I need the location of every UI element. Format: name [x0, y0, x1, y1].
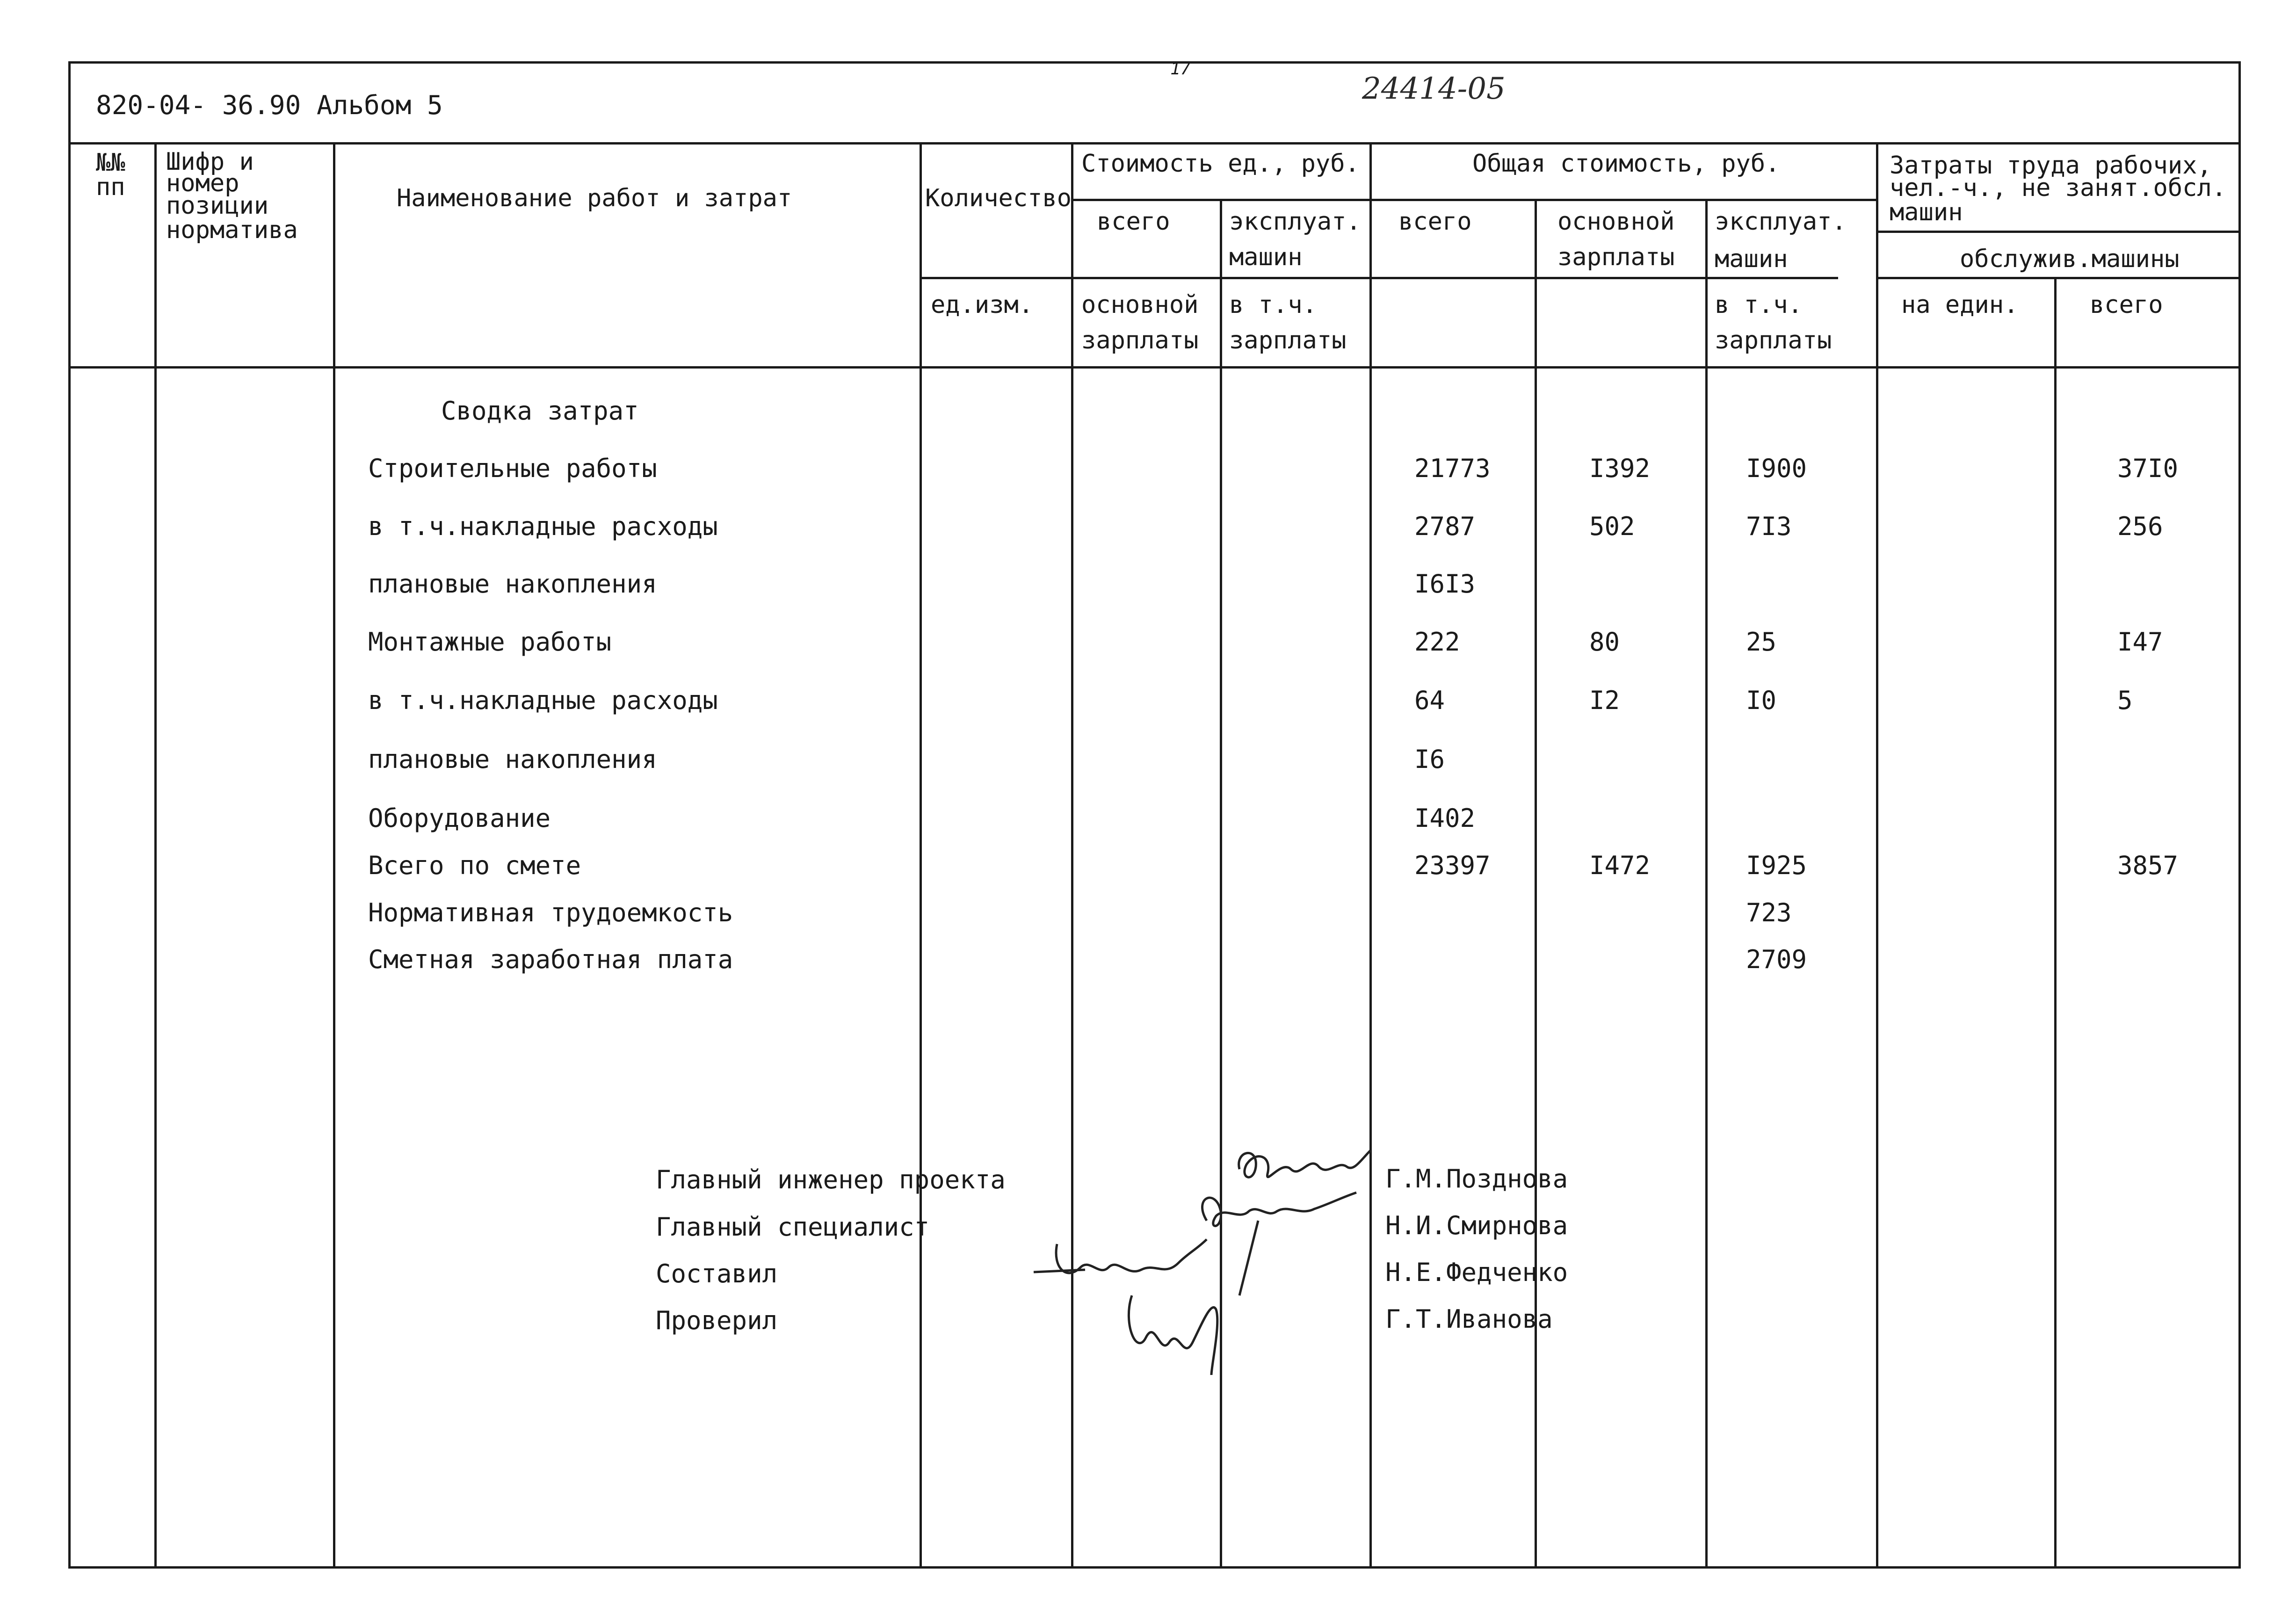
header-total-all: всего	[1398, 208, 1472, 236]
signature-role: Составил	[656, 1259, 778, 1288]
row-name: Монтажные работы	[368, 627, 612, 657]
header-total-cost: Общая стоимость, руб.	[1472, 150, 1780, 178]
header-unit-total: всего	[1097, 208, 1170, 236]
row-machine: 2709	[1746, 945, 1807, 974]
signature-name: Г.М.Позднова	[1385, 1164, 1568, 1194]
title-divider	[68, 142, 2241, 145]
header-unit-basic-1: основной	[1081, 291, 1199, 319]
header-labor-total: всего	[2090, 291, 2163, 319]
row-total: I402	[1414, 803, 1476, 833]
row-machine: 7I3	[1746, 512, 1792, 541]
header-divider	[68, 366, 2241, 369]
row-machine: I900	[1746, 454, 1807, 483]
col-line-7	[1535, 199, 1537, 1569]
col-line-2	[333, 142, 335, 1569]
row-labor: I47	[2117, 627, 2163, 657]
header-total-incl-1: в т.ч.	[1715, 291, 1803, 319]
row-basic: 80	[1589, 627, 1620, 657]
col-line-9	[1876, 142, 1878, 1569]
row-labor: 3857	[2117, 851, 2179, 880]
header-no-2: пп	[96, 173, 125, 201]
row-total: 64	[1414, 686, 1445, 715]
row-name: Всего по смете	[368, 851, 581, 880]
col-line-3	[920, 142, 922, 1569]
row-name: в т.ч.накладные расходы	[368, 686, 718, 715]
header-name: Наименование работ и затрат	[397, 184, 792, 212]
row-total: 21773	[1414, 454, 1491, 483]
handwritten-number: 24414-05	[1362, 72, 1506, 106]
row-name: в т.ч.накладные расходы	[368, 512, 718, 541]
row-name: Сметная заработная плата	[368, 945, 733, 974]
row-name: плановые накопления	[368, 745, 657, 774]
row-basic: I2	[1589, 686, 1620, 715]
page-number: 17	[1170, 59, 1191, 79]
header-total-machine-1: эксплуат.	[1715, 208, 1847, 236]
header-labor-1: Затраты труда рабочих,	[1890, 152, 2212, 180]
header-unit-incl-1: в т.ч.	[1229, 291, 1317, 319]
header-cipher-3: позиции	[166, 192, 269, 220]
row-name: плановые накопления	[368, 569, 657, 599]
row-labor: 37I0	[2117, 454, 2179, 483]
header-labor-3: машин	[1890, 198, 1963, 226]
document-code: 820-04- 36.90 Альбом 5	[96, 90, 443, 121]
row-name: Строительные работы	[368, 454, 657, 483]
header-labor-per-unit: на един.	[1901, 291, 2019, 319]
header-labor-service: обслужив.машины	[1960, 245, 2180, 273]
header-total-basic-1: основной	[1557, 208, 1675, 236]
row-total: 222	[1414, 627, 1460, 657]
col-line-10	[2054, 277, 2057, 1569]
row-name: Нормативная трудоемкость	[368, 898, 733, 927]
col-line-4	[1071, 142, 1073, 1569]
header-unit-basic-2: зарплаты	[1081, 326, 1199, 354]
header-total-machine-2: машин	[1715, 245, 1788, 273]
summary-title: Сводка затрат	[441, 396, 639, 426]
row-basic: 502	[1589, 512, 1635, 541]
col-line-1	[154, 142, 157, 1569]
header-cipher-2: номер	[166, 169, 239, 197]
header-cipher-1: Шифр и	[166, 148, 254, 176]
header-unit-machine-2: машин	[1229, 243, 1303, 271]
header-subline-qty	[920, 277, 1838, 279]
row-labor: 5	[2117, 686, 2133, 715]
header-subline-total	[1369, 199, 1876, 201]
row-total: 2787	[1414, 512, 1476, 541]
row-machine: 25	[1746, 627, 1777, 657]
header-cipher-4: норматива	[166, 216, 298, 244]
col-line-8	[1705, 199, 1708, 1569]
row-total: 23397	[1414, 851, 1491, 880]
row-basic: I392	[1589, 454, 1651, 483]
col-line-6	[1369, 142, 1372, 1569]
row-machine: I0	[1746, 686, 1777, 715]
row-labor: 256	[2117, 512, 2163, 541]
row-total: I6	[1414, 745, 1445, 774]
row-machine: I925	[1746, 851, 1807, 880]
row-basic: I472	[1589, 851, 1651, 880]
header-total-incl-2: зарплаты	[1715, 326, 1832, 354]
header-subline-labor-top	[1876, 231, 2241, 233]
header-labor-2: чел.-ч., не занят.обсл.	[1890, 174, 2227, 202]
signature-role: Главный инженер проекта	[656, 1165, 1006, 1194]
handwritten-signature-4	[1118, 1281, 1235, 1384]
header-quantity: Количество	[925, 184, 1072, 212]
row-machine: 723	[1746, 898, 1792, 927]
header-subline-labor	[1876, 277, 2241, 279]
row-total: I6I3	[1414, 569, 1476, 599]
signature-role: Проверил	[656, 1306, 778, 1335]
signature-name: Н.И.Смирнова	[1385, 1211, 1568, 1240]
row-name: Оборудование	[368, 803, 551, 833]
header-unit-cost: Стоимость ед., руб.	[1081, 150, 1360, 178]
header-unit: ед.изм.	[931, 291, 1034, 319]
signature-name: Г.Т.Иванова	[1385, 1304, 1553, 1334]
signature-name: Н.Е.Федченко	[1385, 1258, 1568, 1287]
header-no-1: №№	[96, 149, 125, 177]
header-unit-incl-2: зарплаты	[1229, 326, 1347, 354]
signature-role: Главный специалист	[656, 1212, 930, 1242]
header-total-basic-2: зарплаты	[1557, 243, 1675, 271]
header-unit-machine-1: эксплуат.	[1229, 208, 1361, 236]
